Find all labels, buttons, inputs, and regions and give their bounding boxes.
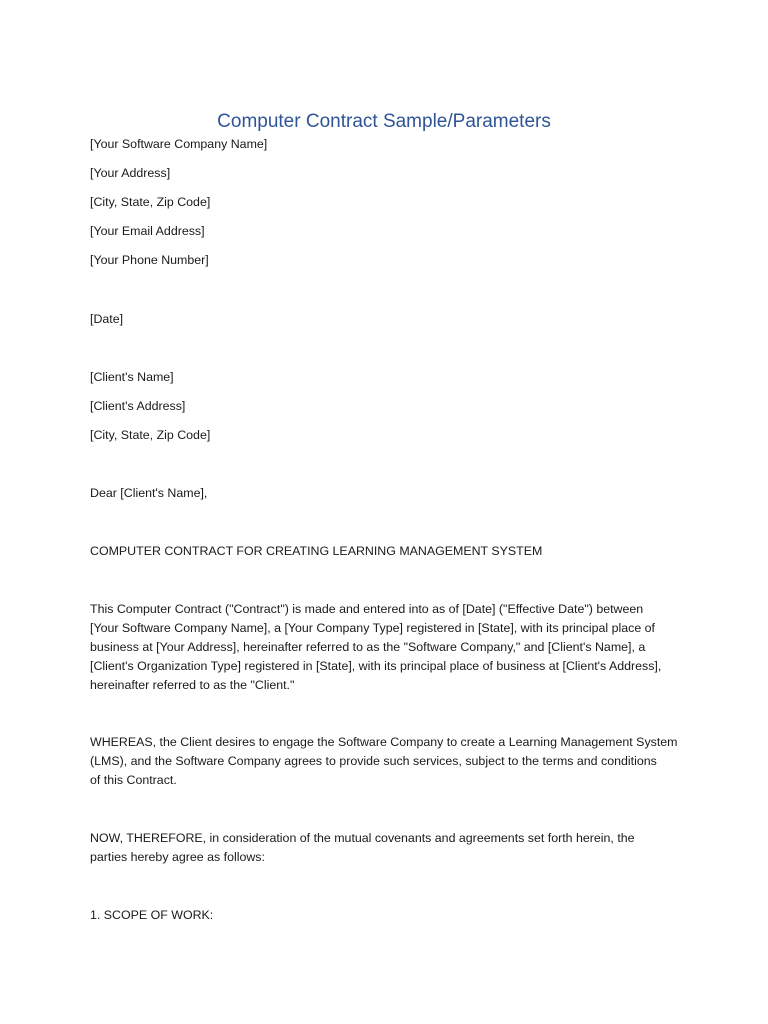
recipient-name: [Client's Name] [90, 370, 174, 384]
intro-line: This Computer Contract ("Contract") is made and entered into as of [Date] ("Effective Date") between [90, 602, 644, 616]
contract-heading: COMPUTER CONTRACT FOR CREATING LEARNING MANAGEMENT SYSTEM [90, 544, 543, 558]
intro-line: business at [Your Address], hereinafter referred to as the "Software Company," and [Client's Name], a [90, 640, 646, 654]
intro-line: [Your Software Company Name], a [Your Company Type] registered in [State], with its principal place of [90, 621, 655, 635]
now-therefore-paragraph [90, 829, 680, 867]
salutation: Dear [Client's Name], [90, 486, 208, 500]
now-therefore-line: parties hereby agree as follows: [90, 850, 265, 864]
section-1-heading: 1. SCOPE OF WORK: [90, 908, 214, 922]
sender-address: [Your Address] [90, 166, 171, 180]
whereas-line: of this Contract. [90, 773, 177, 787]
intro-paragraph [90, 600, 680, 695]
sender-company-name: [Your Software Company Name] [90, 137, 268, 151]
intro-line: [Client's Organization Type] registered in [State], with its principal place of business at [Client's Address], [90, 659, 662, 673]
sender-email: [Your Email Address] [90, 224, 205, 238]
whereas-line: (LMS), and the Software Company agrees to provide such services, subject to the terms and conditions [90, 754, 657, 768]
recipient-address: [Client's Address] [90, 399, 186, 413]
whereas-paragraph [90, 733, 680, 790]
sender-city-state-zip: [City, State, Zip Code] [90, 195, 211, 209]
sender-phone: [Your Phone Number] [90, 253, 209, 267]
recipient-city-state-zip: [City, State, Zip Code] [90, 428, 211, 442]
now-therefore-line: NOW, THEREFORE, in consideration of the mutual covenants and agreements set forth herein, the [90, 831, 635, 845]
document-title: Computer Contract Sample/Parameters [217, 111, 551, 132]
letter-date: [Date] [90, 312, 124, 326]
intro-line: hereinafter referred to as the "Client." [90, 678, 295, 692]
whereas-line: WHEREAS, the Client desires to engage the Software Company to create a Learning Management System [90, 735, 678, 749]
